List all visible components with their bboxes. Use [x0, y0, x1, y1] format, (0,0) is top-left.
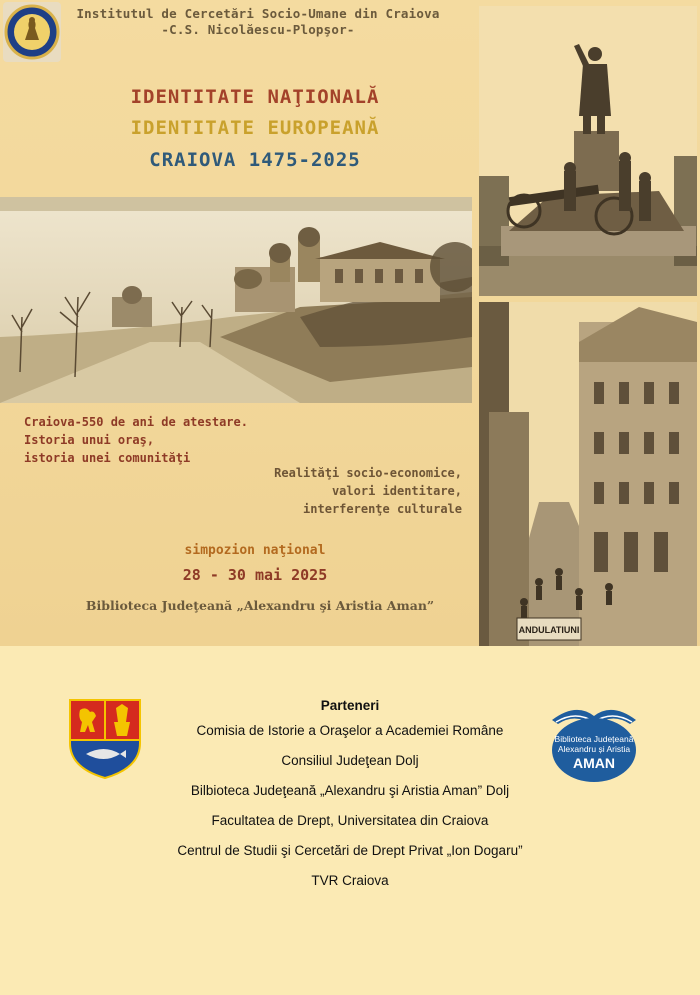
aman-logo-line2: Alexandru și Aristia	[557, 744, 631, 754]
event-venue: Biblioteca Judeţeană „Alexandru şi Aristia Aman”	[85, 598, 435, 613]
title-national-identity: IDENTITATE NAŢIONALĂ	[130, 86, 380, 108]
event-type: simpozion naţional	[184, 543, 326, 558]
historic-boulevard-photo	[0, 197, 472, 403]
subtitle-left-line: Istoria unui oraş,	[24, 433, 155, 447]
partner-item: Facultatea de Drept, Universitatea din Craiova	[211, 813, 489, 828]
partner-item: Consiliul Judeţean Dolj	[281, 753, 419, 768]
aman-library-logo	[546, 698, 642, 784]
subtitle-right-line: Realităţi socio-economice,	[274, 466, 462, 480]
aman-logo-name: AMAN	[573, 755, 615, 771]
street-shop-sign: ANDULATIUNI	[518, 625, 580, 635]
subtitle-right-line: interferenţe culturale	[303, 502, 462, 516]
historic-street-photo	[479, 302, 697, 646]
partners-list	[140, 696, 560, 896]
institute-name: Institutul de Cercetări Socio-Umane din Craiova	[76, 6, 440, 21]
title-european-identity: IDENTITATE EUROPEANĂ	[130, 117, 380, 139]
partner-item: Comisia de Istorie a Oraşelor a Academiei Române	[196, 723, 504, 738]
partner-item: Bilbioteca Judeţeană „Alexandru şi Aristia Aman” Dolj	[190, 783, 510, 798]
statue-monument-photo	[479, 6, 697, 296]
dolj-coat-of-arms-logo	[68, 698, 142, 780]
partner-item: Centrul de Studii şi Cercetări de Drept Privat „Ion Dogaru”	[177, 843, 523, 858]
title-craiova-years: CRAIOVA 1475-2025	[149, 149, 361, 171]
partner-item: TVR Craiova	[311, 873, 389, 888]
aman-logo-line1: Biblioteca Județeană	[554, 734, 634, 744]
event-dates: 28 - 30 mai 2025	[182, 566, 328, 584]
institute-subname: -C.S. Nicolăescu-Plopşor-	[161, 22, 355, 37]
institute-seal-logo	[3, 2, 61, 62]
subtitle-right-line: valori identitare,	[331, 484, 462, 498]
partners-heading: Parteneri	[320, 698, 380, 713]
subtitle-left-line: Craiova-550 de ani de atestare.	[24, 415, 248, 429]
subtitle-left-line: istoria unei comunităţi	[24, 451, 191, 465]
